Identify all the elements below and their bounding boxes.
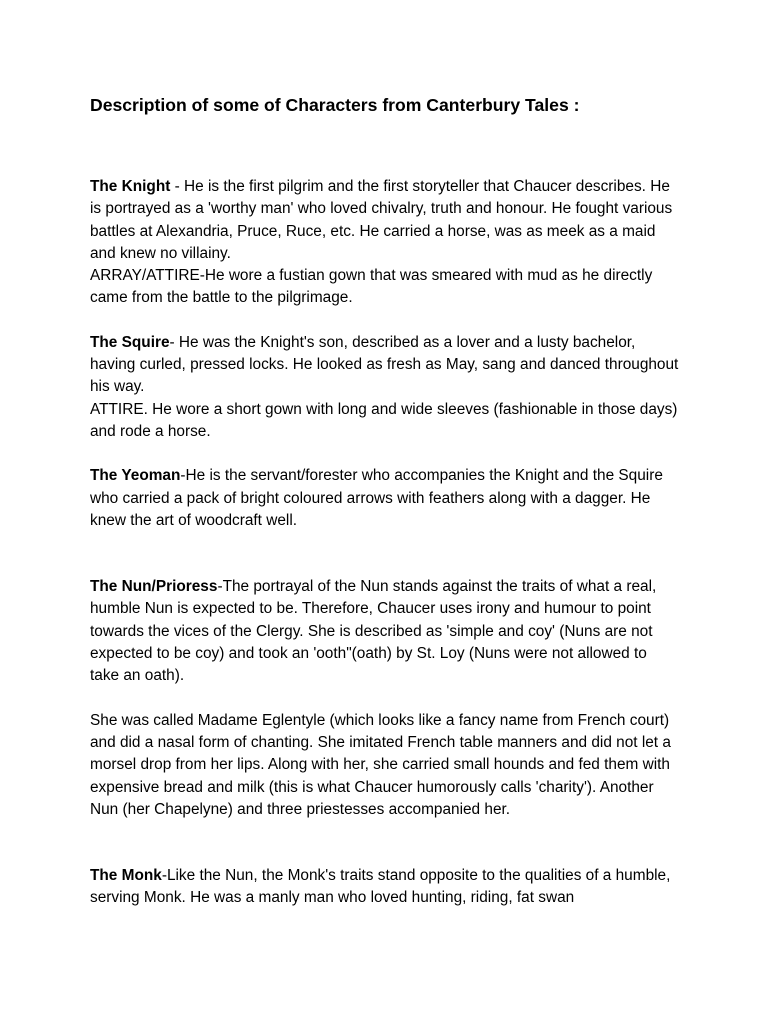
squire-text: - He was the Knight's son, described as a lover and a lusty bachelor, having curled, pressed locks. He looked as fresh as May, sang and danced throughout his way. [90,333,679,396]
yeoman-paragraph [90,465,680,532]
monk-paragraph [90,865,680,910]
knight-text: - He is the first pilgrim and the first storyteller that Chaucer describes. He is portrayed as a 'worthy man' who loved chivalry, truth and honour. He fought various battles at Alexandria, Pruce, Ruce, etc. He carried a horse, was as meek as a maid and knew no villainy. [90,178,673,262]
squire-paragraph [90,332,680,399]
knight-heading: The Knight [90,178,171,195]
nun-text: -The portrayal of the Nun stands against the traits of what a real, humble Nun is expected to be. Therefore, Chaucer uses irony and humour to point towards the vices of the Clergy. She is described as 'simple and coy' (Nuns are not expected to be coy) and took an 'ooth"(oath) by St. Loy (Nuns were not allowed to take an oath). [90,578,657,685]
yeoman-text: -He is the servant/forester who accompanies the Knight and the Squire who carried a pack of bright coloured arrows with feathers along with a dagger. He knew the art of woodcraft well. [90,467,663,529]
nun-heading: The Nun/Prioress [90,578,218,596]
squire-attire: ATTIRE. He wore a short gown with long and wide sleeves (fashionable in those days) and rode a horse. [90,400,678,440]
knight-paragraph [90,176,680,265]
document-body [90,92,680,910]
yeoman-heading: The Yeoman [90,467,181,485]
knight-attire: ARRAY/ATTIRE-He wore a fustian gown that was smeared with mud as he directly came from the battle to the pilgrimage. [90,267,653,307]
squire-heading: The Squire [90,333,170,351]
nun-paragraph [90,576,680,687]
monk-text: -Like the Nun, the Monk's traits stand opposite to the qualities of a humble, serving Monk. He was a manly man who loved hunting, riding, fat swan [90,867,671,907]
nun-paragraph-2: She was called Madame Eglentyle (which looks like a fancy name from French court) and did a nasal form of chanting. She imitated French table manners and did not let a morsel drop from her lips. Along with her, she carried small hounds and fed them with expensive bread and milk (this is what Chaucer humorously calls 'charity'). Another Nun (her Chapelyne) and three priestesses accompanied her. [90,711,671,818]
document-title: Description of some of Characters from Canterbury Tales : [90,95,580,115]
monk-heading: The Monk [90,867,162,885]
